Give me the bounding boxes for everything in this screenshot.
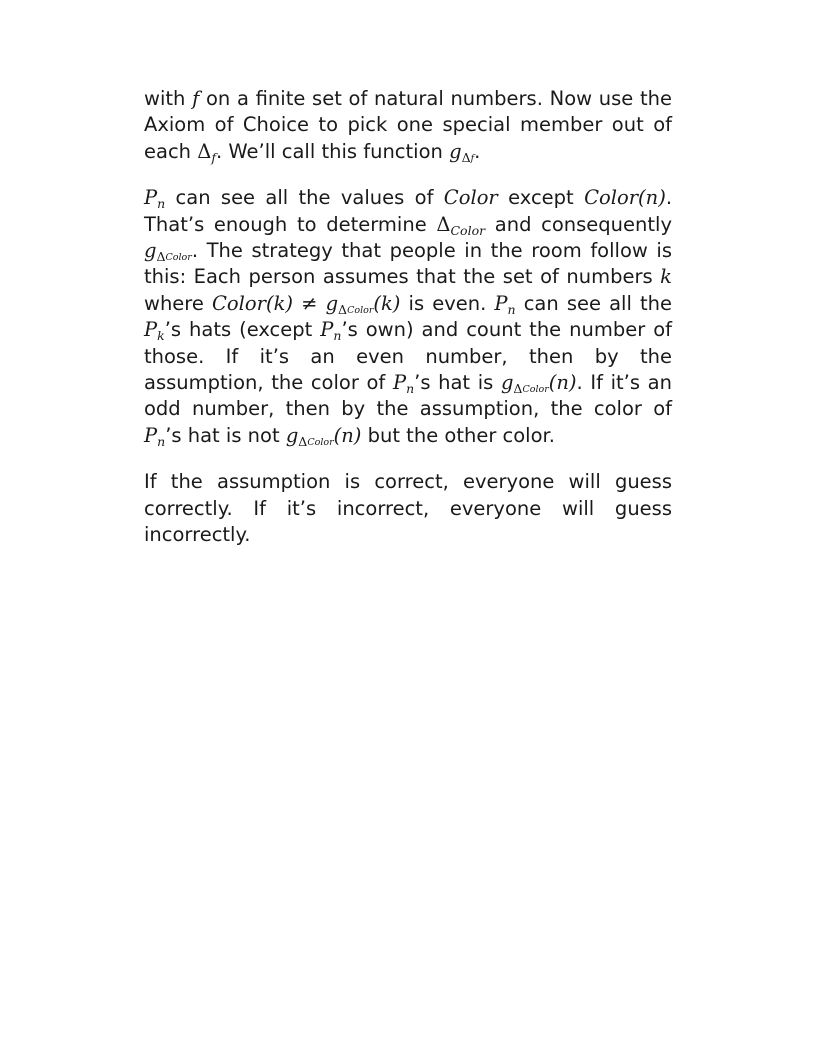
math-g: g [144,239,157,263]
paragraph-axiom-of-choice [144,86,672,165]
text-run: with [144,87,193,110]
math-subsubscript-color: Color [347,304,374,316]
text-run: ’s hat is not [165,423,286,447]
text-run: . That’s enough to determine [144,186,673,236]
math-arg-n: (n) [548,371,577,395]
text-run: is even. [400,291,495,315]
math-subscript-delta: Δ [461,149,471,165]
math-subscript-color: Color [450,222,486,238]
paragraph-conclusion: If the assumption is correct, everyone will guess correctly. If it’s incorrect, everyone will guess incorrectly. [144,470,672,547]
math-subscript-delta: Δ [156,249,166,265]
math-g: g [285,423,299,447]
math-subscript-k: k [157,328,165,344]
math-P: P [494,291,508,315]
text-run: ’s hats (except [164,318,321,342]
math-g: g [500,371,514,395]
math-k: k [660,265,672,289]
math-delta: Δ [436,212,451,236]
math-g: g [449,139,462,163]
math-arg-n: (n) [333,423,362,447]
text-run: . We’ll call this function [215,139,450,163]
math-subscript-n: n [507,301,516,317]
math-arg-n: (n) [638,186,666,210]
math-subscript-delta: Δ [338,301,348,317]
math-subsubscript-f: f [470,152,475,164]
paragraph-strategy [144,185,672,449]
text-run: can see all the values of [165,186,444,210]
text-run: on a finite set of natural numbers. Now use the Axiom of Choice to pick one special member out of each [144,87,672,163]
math-subscript-n: n [157,433,166,449]
text-run: . The strategy that people in the room follow is this: Each person assumes that the set of numbers [144,239,672,289]
math-color: Color [584,186,639,210]
text-run: and consequently [485,212,672,236]
text-run: . [474,139,481,163]
math-color: Color [443,186,498,210]
math-g: g [325,291,339,315]
math-subscript-n: n [333,328,342,344]
math-color: Color [212,291,266,315]
math-f: f [192,87,200,110]
math-P: P [144,423,158,447]
math-P: P [392,371,407,395]
math-subscript-delta: Δ [513,381,523,397]
math-arg-k-neq: (k) ≠ [265,291,326,315]
text-run: ’s own) and count the number of those. If it’s an even number, then by the assumption, the color of [144,318,672,395]
document-page [144,86,672,569]
math-subscript-n: n [406,381,415,397]
math-subscript-f: f [211,149,216,165]
math-delta: Δ [197,139,212,163]
math-subsubscript-color: Color [165,252,192,264]
math-subscript-n: n [157,196,166,212]
text-run: . If it’s an odd number, then by the assumption, the color of [144,371,672,421]
math-subscript-delta: Δ [298,433,308,449]
math-subsubscript-color: Color [307,436,334,448]
math-subsubscript-color: Color [522,384,549,396]
math-P: P [144,186,158,210]
text-run: can see all the [515,291,673,315]
math-P: P [320,318,334,342]
math-P: P [144,318,158,342]
text-run: where [144,291,212,315]
text-run: but the other color. [361,423,555,447]
text-run: except [497,186,585,210]
text-run: ’s hat is [414,371,501,395]
math-arg-k: (k) [373,291,401,315]
